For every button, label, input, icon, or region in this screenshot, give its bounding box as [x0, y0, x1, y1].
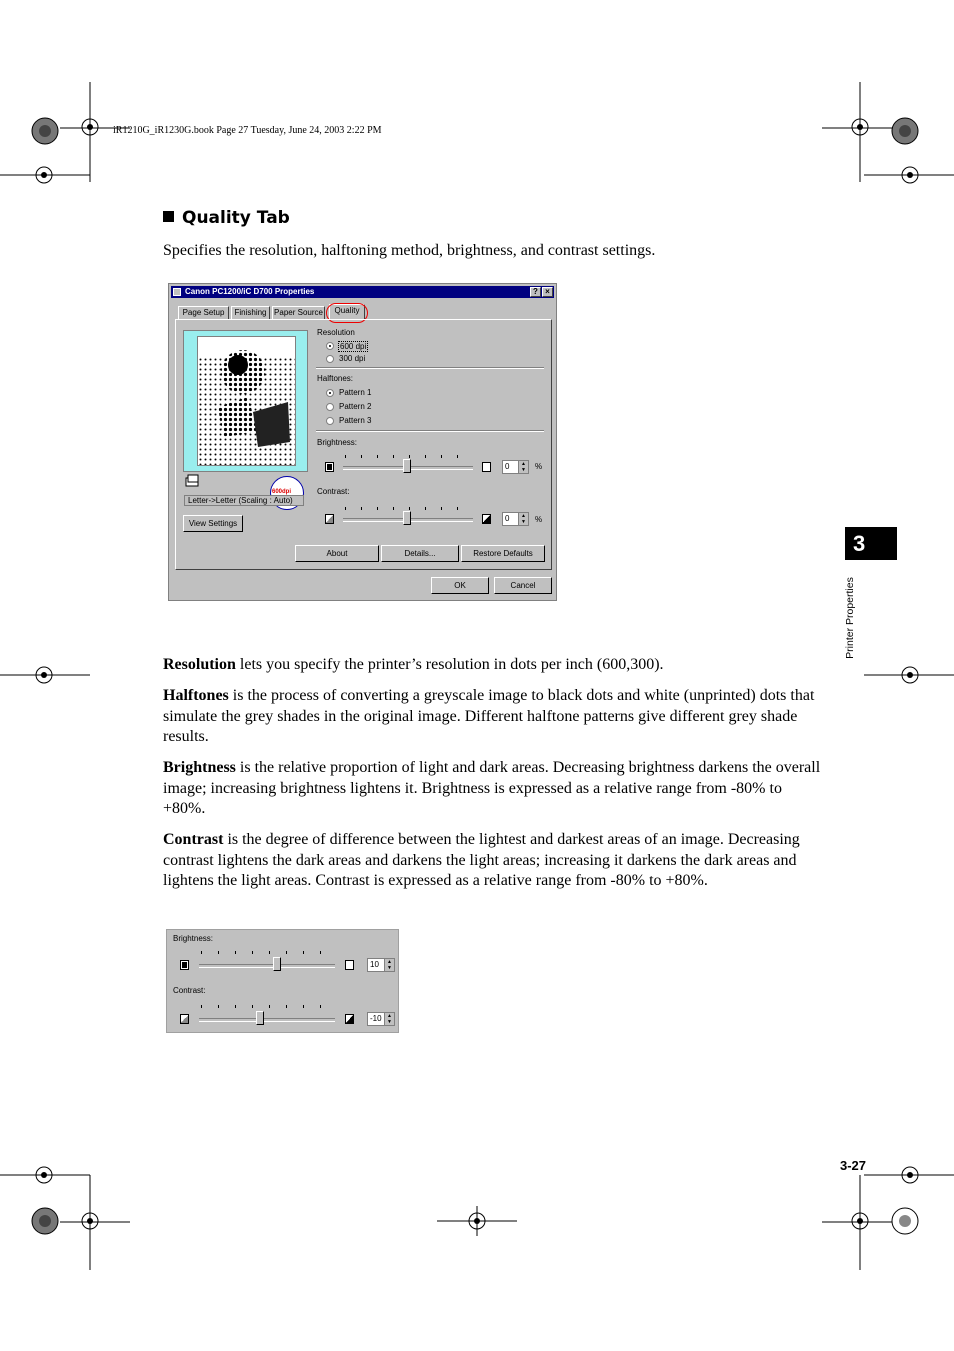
halftone-preview-image — [198, 337, 295, 465]
term-resolution: Resolution — [163, 656, 236, 673]
slider-tick — [286, 1005, 287, 1008]
divider — [316, 367, 544, 369]
tab-paper-source[interactable]: Paper Source — [272, 306, 325, 319]
paragraph-text: lets you specify the printer’s resolution in dots per inch (600,300). — [235, 656, 664, 673]
radio-300dpi-label[interactable]: 300 dpi — [339, 354, 366, 363]
term-halftones: Halftones — [163, 687, 229, 704]
slider-tick — [286, 951, 287, 954]
registration-mark — [864, 660, 954, 690]
contrast-label: Contrast: — [317, 487, 350, 496]
dark-brightness-icon — [180, 960, 189, 970]
dark-brightness-icon — [325, 462, 334, 472]
book-header: iR1210G_iR1230G.book Page 27 Tuesday, June 24, 2003 2:22 PM — [113, 125, 382, 136]
slider-tick — [320, 951, 321, 954]
brightness-value: 0 — [505, 462, 510, 471]
close-button[interactable]: × — [542, 287, 553, 297]
printer-icon — [173, 288, 181, 296]
details-button[interactable]: Details... — [381, 545, 459, 562]
section-title-text: Quality Tab — [182, 208, 290, 228]
registration-mark — [890, 116, 920, 146]
registration-mark — [0, 160, 90, 190]
contrast-spinbox[interactable] — [502, 512, 529, 526]
cancel-button[interactable]: Cancel — [494, 577, 552, 594]
excerpt-contrast-label: Contrast: — [173, 986, 206, 995]
slider-tick — [320, 1005, 321, 1008]
divider — [316, 430, 544, 432]
registration-mark — [30, 1206, 60, 1236]
registration-mark — [437, 1206, 517, 1236]
registration-mark — [822, 1212, 892, 1232]
slider-tick — [361, 507, 362, 510]
radio-600dpi[interactable] — [326, 342, 334, 350]
slider-tick — [345, 455, 346, 458]
excerpt-contrast-spinbox[interactable] — [367, 1012, 395, 1026]
low-contrast-icon — [180, 1014, 189, 1024]
radio-pattern-3[interactable] — [326, 417, 334, 425]
spin-arrows-icon[interactable]: ▲ ▼ — [384, 1013, 394, 1025]
slider-tick — [409, 507, 410, 510]
properties-dialog — [168, 283, 557, 601]
dialog-titlebar — [171, 286, 554, 298]
excerpt-brightness-spinbox[interactable] — [367, 958, 395, 972]
radio-300dpi[interactable] — [326, 355, 334, 363]
paragraph-halftones — [163, 686, 825, 748]
slider-tick — [269, 951, 270, 954]
paragraph-brightness — [163, 758, 825, 820]
paragraph-resolution — [163, 655, 825, 676]
excerpt-brightness-track[interactable] — [199, 964, 335, 968]
slider-tick — [377, 507, 378, 510]
dialog-title: Canon PC1200/iC D700 Properties — [185, 287, 315, 296]
slider-tick — [441, 507, 442, 510]
section-intro: Specifies the resolution, halftoning method, brightness, and contrast settings. — [163, 242, 656, 259]
tab-quality[interactable]: Quality — [329, 304, 365, 320]
registration-mark — [30, 116, 60, 146]
registration-mark — [822, 118, 892, 138]
tab-finishing[interactable]: Finishing — [231, 306, 270, 319]
brightness-label: Brightness: — [317, 438, 358, 447]
brightness-contrast-excerpt — [166, 929, 399, 1033]
slider-tick — [425, 507, 426, 510]
excerpt-contrast-value: -10 — [370, 1014, 382, 1023]
spin-arrows-icon[interactable]: ▲ ▼ — [518, 513, 528, 525]
page-number: 3-27 — [840, 1158, 867, 1173]
halftones-label: Halftones: — [317, 374, 354, 383]
light-brightness-icon — [345, 960, 354, 970]
bullet-square-icon — [163, 211, 174, 222]
contrast-slider-thumb[interactable] — [403, 511, 411, 525]
slider-tick — [235, 1005, 236, 1008]
slider-tick — [361, 455, 362, 458]
low-contrast-icon — [325, 514, 334, 524]
resolution-label: Resolution — [317, 328, 355, 337]
slider-tick — [218, 1005, 219, 1008]
slider-tick — [252, 1005, 253, 1008]
paragraph-text: is the degree of difference between the lightest and darkest areas of an image. Decreasing contrast lightens the dark areas and darkens the light areas; increasing it darkens the dark areas and lightens the light areas. Contrast is expressed as a relative range from -80% to +80%. — [163, 831, 800, 889]
registration-mark — [60, 1212, 130, 1232]
slider-tick — [457, 507, 458, 510]
view-settings-button[interactable]: View Settings — [183, 515, 243, 532]
brightness-spinbox[interactable] — [502, 460, 529, 474]
excerpt-brightness-label: Brightness: — [173, 934, 214, 943]
slider-tick — [393, 455, 394, 458]
slider-tick — [409, 455, 410, 458]
paragraph-contrast — [163, 830, 825, 892]
registration-mark — [0, 660, 90, 690]
excerpt-brightness-thumb[interactable] — [273, 957, 281, 971]
contrast-value: 0 — [505, 514, 510, 523]
slider-tick — [377, 455, 378, 458]
slider-tick — [235, 951, 236, 954]
registration-mark — [890, 1206, 920, 1236]
slider-tick — [345, 507, 346, 510]
percent-label: % — [535, 515, 543, 524]
preview-page — [197, 336, 296, 466]
ok-button[interactable]: OK — [431, 577, 489, 594]
excerpt-contrast-thumb[interactable] — [256, 1011, 264, 1025]
slider-tick — [457, 455, 458, 458]
term-brightness: Brightness — [163, 759, 236, 776]
tab-page-setup[interactable]: Page Setup — [178, 306, 229, 319]
about-button[interactable]: About — [295, 545, 379, 562]
slider-tick — [218, 951, 219, 954]
slider-tick — [303, 1005, 304, 1008]
excerpt-brightness-value: 10 — [370, 960, 379, 969]
chapter-tab: 3 — [845, 527, 897, 560]
percent-label: % — [535, 462, 543, 471]
radio-pattern-3-label[interactable]: Pattern 3 — [339, 416, 372, 425]
slider-tick — [252, 951, 253, 954]
radio-pattern-1-label[interactable]: Pattern 1 — [339, 388, 372, 397]
spin-arrows-icon[interactable]: ▲ ▼ — [384, 959, 394, 971]
chapter-side-label: Printer Properties — [844, 577, 856, 659]
excerpt-contrast-track[interactable] — [199, 1018, 335, 1022]
high-contrast-icon — [345, 1014, 354, 1024]
radio-pattern-2[interactable] — [326, 403, 334, 411]
slider-tick — [201, 951, 202, 954]
radio-pattern-2-label[interactable]: Pattern 2 — [339, 402, 372, 411]
help-button[interactable]: ? — [530, 287, 541, 297]
paragraph-text: is the relative proportion of light and dark areas. Decreasing brightness darkens the overall image; increasing brightness lightens it. Brightness is expressed as a relative range from -80% to +80%. — [163, 759, 821, 817]
paragraph-text: is the process of converting a greyscale image to black dots and white (unprinted) dots that simulate the grey shades in the original image. Different halftone patterns give different grey shade results. — [163, 687, 815, 745]
resolution-badge-text: 600dpi — [272, 489, 292, 495]
slider-tick — [393, 507, 394, 510]
slider-tick — [201, 1005, 202, 1008]
term-contrast: Contrast — [163, 831, 224, 848]
paper-stack-icon — [185, 472, 199, 488]
registration-mark — [864, 160, 954, 190]
slider-tick — [441, 455, 442, 458]
restore-defaults-button[interactable]: Restore Defaults — [461, 545, 545, 562]
radio-pattern-1[interactable] — [326, 389, 334, 397]
slider-tick — [269, 1005, 270, 1008]
slider-tick — [425, 455, 426, 458]
section-title — [163, 208, 290, 228]
preview-caption: Letter->Letter (Scaling : Auto) — [184, 495, 304, 506]
brightness-slider-thumb[interactable] — [403, 459, 411, 473]
radio-600dpi-label[interactable]: 600 dpi — [340, 342, 367, 351]
slider-tick — [303, 951, 304, 954]
registration-mark — [864, 1160, 954, 1190]
preview-area — [183, 330, 308, 495]
high-contrast-icon — [482, 514, 491, 524]
light-brightness-icon — [482, 462, 491, 472]
spin-arrows-icon[interactable]: ▲ ▼ — [518, 461, 528, 473]
